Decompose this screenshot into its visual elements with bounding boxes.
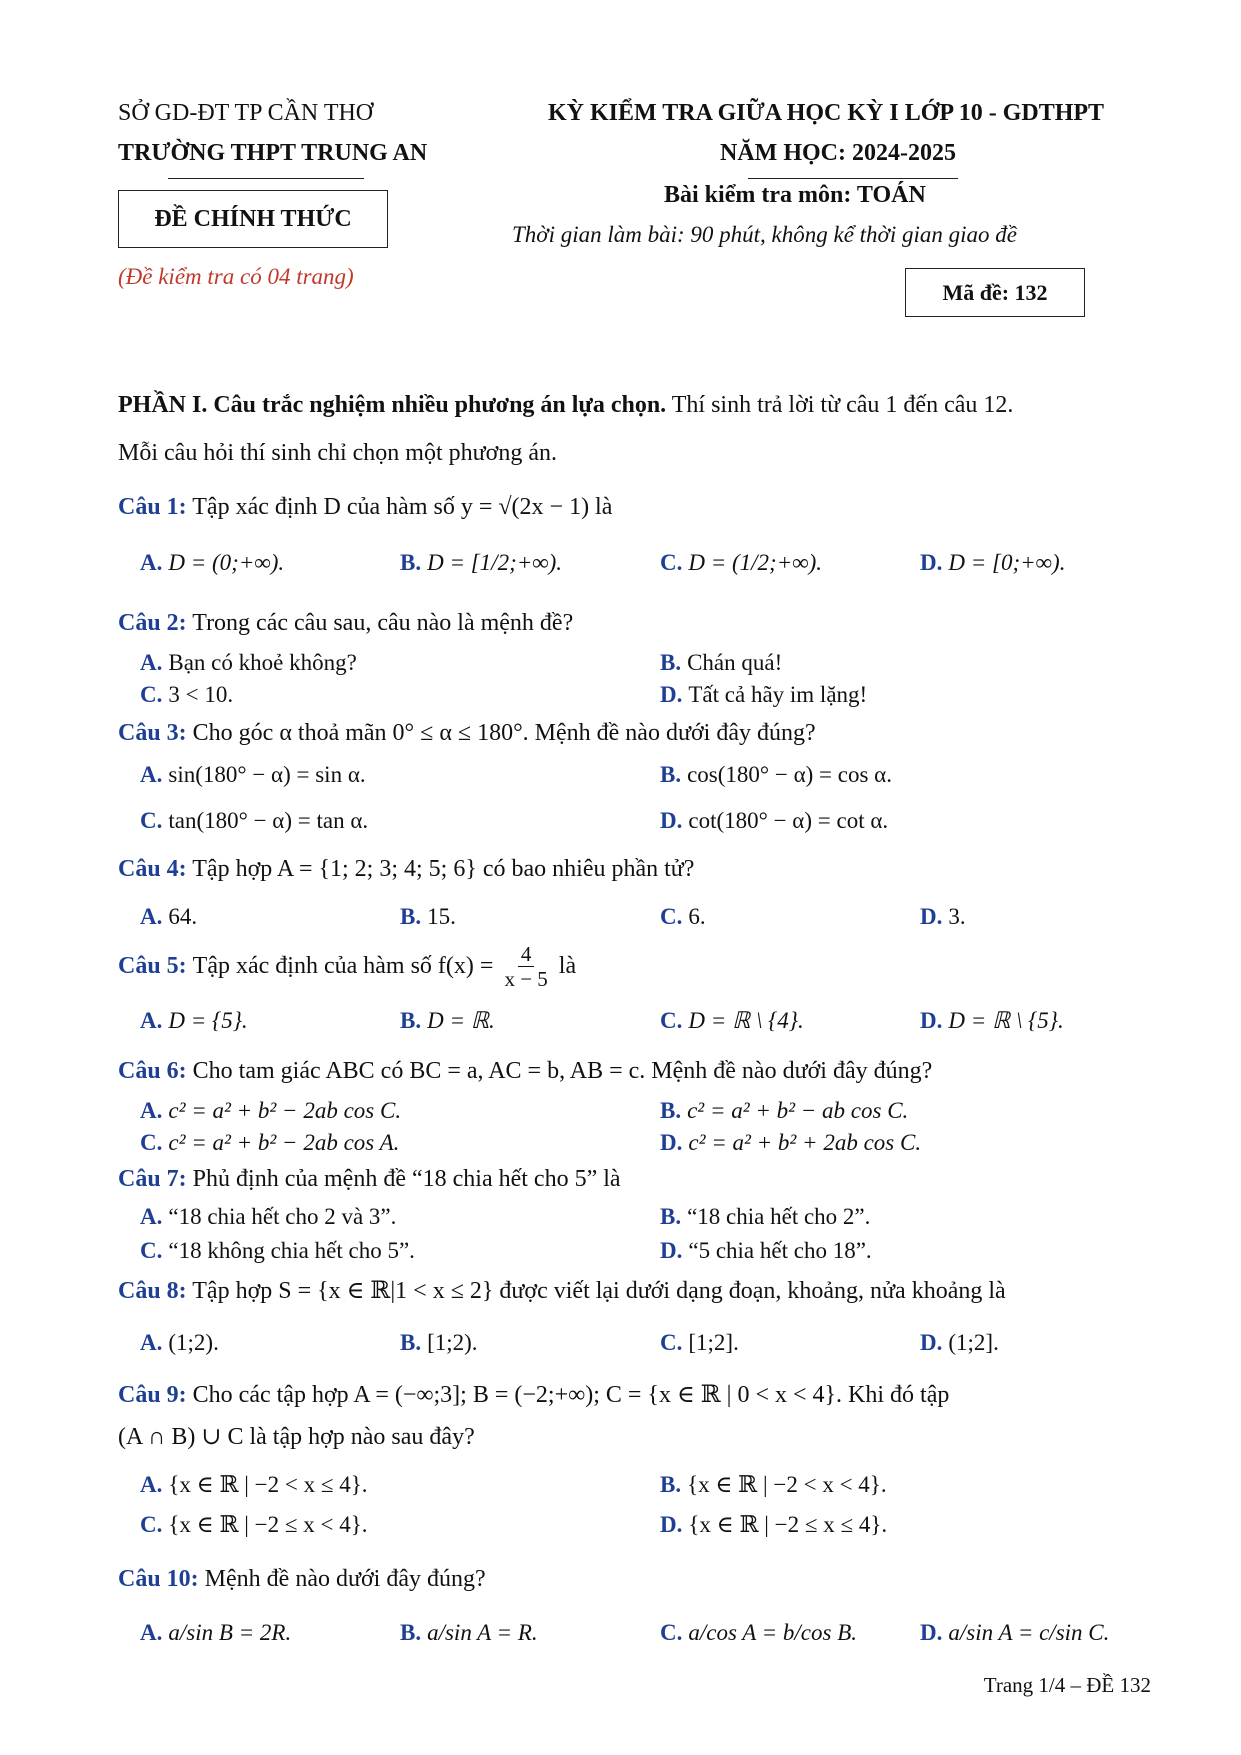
question-label: Câu 9: xyxy=(118,1382,187,1408)
option-label: A. xyxy=(140,1008,163,1033)
option-label: B. xyxy=(660,650,682,675)
option-5A[interactable] xyxy=(140,1008,248,1034)
option-label: C. xyxy=(660,904,683,929)
question-10 xyxy=(118,1566,486,1593)
pages-note: (Đề kiểm tra có 04 trang) xyxy=(118,264,354,289)
option-5B[interactable] xyxy=(400,1008,495,1034)
option-1A[interactable] xyxy=(140,550,284,576)
option-text: c² = a² + b² − 2ab cos C. xyxy=(168,1098,402,1123)
question-text: Tập xác định D của hàm số y = √(2x − 1) là xyxy=(192,494,613,520)
question-text: Mệnh đề nào dưới đây đúng? xyxy=(204,1566,486,1592)
option-1C[interactable] xyxy=(660,550,822,576)
option-text: tan(180° − α) = tan α. xyxy=(168,808,369,833)
option-label: B. xyxy=(660,1204,682,1229)
exam-code-box xyxy=(905,268,1085,317)
question-9-line2: (A ∩ B) ∪ C là tập hợp nào sau đây? xyxy=(118,1424,475,1450)
official-exam-label: ĐỀ CHÍNH THỨC xyxy=(154,205,352,232)
question-6 xyxy=(118,1058,932,1085)
question-3 xyxy=(118,720,816,747)
option-text: {x ∈ ℝ | −2 < x ≤ 4}. xyxy=(168,1472,368,1497)
question-text: Trong các câu sau, câu nào là mệnh đề? xyxy=(192,610,574,636)
option-label: A. xyxy=(140,1472,163,1497)
option-label: B. xyxy=(400,904,422,929)
school-underline xyxy=(168,178,364,179)
question-label: Câu 5: xyxy=(118,953,187,980)
option-text: {x ∈ ℝ | −2 < x < 4}. xyxy=(687,1472,887,1497)
question-4 xyxy=(118,856,694,883)
option-text: 3 < 10. xyxy=(168,682,234,707)
option-2A[interactable] xyxy=(140,650,357,676)
school-name: TRƯỜNG THPT TRUNG AN xyxy=(118,140,428,166)
option-text: cot(180° − α) = cot α. xyxy=(688,808,889,833)
option-label: A. xyxy=(140,1098,163,1123)
option-text: c² = a² + b² − ab cos C. xyxy=(687,1098,909,1123)
department-name: SỞ GD-ĐT TP CẦN THƠ xyxy=(118,100,374,126)
question-label: Câu 6: xyxy=(118,1058,187,1084)
time-line: Thời gian làm bài: 90 phút, không kể thời gian giao đề xyxy=(512,222,1017,247)
option-text: D = [0;+∞). xyxy=(948,550,1066,575)
option-text: {x ∈ ℝ | −2 ≤ x < 4}. xyxy=(168,1512,368,1537)
option-10D[interactable] xyxy=(920,1620,1109,1646)
option-text: 15. xyxy=(427,904,456,929)
option-8C[interactable] xyxy=(660,1330,739,1356)
option-text: [1;2]. xyxy=(688,1330,739,1355)
option-label: A. xyxy=(140,1204,163,1229)
option-text: (1;2]. xyxy=(948,1330,999,1355)
question-text-end: là xyxy=(558,953,577,980)
option-label: B. xyxy=(400,1330,422,1355)
option-text: c² = a² + b² − 2ab cos A. xyxy=(168,1130,400,1155)
option-7D[interactable] xyxy=(660,1238,872,1264)
question-label: Câu 8: xyxy=(118,1278,187,1304)
option-label: B. xyxy=(660,1472,682,1497)
option-text: D = ℝ \ {5}. xyxy=(948,1008,1064,1033)
option-label: D. xyxy=(660,1130,683,1155)
option-6A[interactable] xyxy=(140,1098,401,1124)
option-10C[interactable] xyxy=(660,1620,857,1646)
option-text: cos(180° − α) = cos α. xyxy=(687,762,892,787)
option-text: D = [1/2;+∞). xyxy=(427,550,563,575)
option-3D[interactable] xyxy=(660,808,888,834)
option-4A[interactable] xyxy=(140,904,197,930)
option-6D[interactable] xyxy=(660,1130,921,1156)
option-3A[interactable] xyxy=(140,762,366,788)
option-label: A. xyxy=(140,904,163,929)
option-label: A. xyxy=(140,550,163,575)
option-text: a/cos A = b/cos B. xyxy=(688,1620,858,1645)
option-5D[interactable] xyxy=(920,1008,1064,1034)
option-9B[interactable] xyxy=(660,1472,887,1498)
option-text: c² = a² + b² + 2ab cos C. xyxy=(688,1130,922,1155)
option-text: D = {5}. xyxy=(168,1008,248,1033)
question-text: Tập hợp S = {x ∈ ℝ|1 < x ≤ 2} được viết lại dưới dạng đoạn, khoảng, nửa khoảng là xyxy=(192,1278,1006,1304)
option-label: B. xyxy=(660,1098,682,1123)
question-5 xyxy=(118,942,576,991)
option-label: C. xyxy=(660,1620,683,1645)
option-8D[interactable] xyxy=(920,1330,999,1356)
option-text: D = ℝ. xyxy=(427,1008,495,1033)
option-text: D = (0;+∞). xyxy=(168,550,285,575)
question-7 xyxy=(118,1166,621,1193)
option-text: a/sin A = c/sin C. xyxy=(948,1620,1110,1645)
part1-heading xyxy=(118,392,1013,419)
option-label: C. xyxy=(140,1512,163,1537)
option-6C[interactable] xyxy=(140,1130,399,1156)
question-label: Câu 4: xyxy=(118,856,187,882)
question-label: Câu 7: xyxy=(118,1166,187,1192)
option-4C[interactable] xyxy=(660,904,706,930)
option-label: D. xyxy=(920,550,943,575)
part1-instruction: Thí sinh trả lời từ câu 1 đến câu 12. xyxy=(666,392,1014,418)
option-label: D. xyxy=(920,904,943,929)
subject-line: Bài kiểm tra môn: TOÁN xyxy=(664,182,926,208)
question-text: Cho góc α thoả mãn 0° ≤ α ≤ 180°. Mệnh đề nào dưới đây đúng? xyxy=(192,720,816,746)
option-label: B. xyxy=(660,762,682,787)
option-label: A. xyxy=(140,762,163,787)
school-year: NĂM HỌC: 2024-2025 xyxy=(720,140,956,166)
option-2C[interactable] xyxy=(140,682,233,708)
part1-line2: Mỗi câu hỏi thí sinh chỉ chọn một phương án. xyxy=(118,440,557,466)
option-text: “18 không chia hết cho 5”. xyxy=(168,1238,415,1263)
option-text: sin(180° − α) = sin α. xyxy=(168,762,366,787)
option-label: C. xyxy=(140,808,163,833)
option-label: D. xyxy=(920,1330,943,1355)
option-text: Bạn có khoẻ không? xyxy=(168,650,357,675)
option-label: C. xyxy=(660,1330,683,1355)
option-text: {x ∈ ℝ | −2 ≤ x ≤ 4}. xyxy=(688,1512,888,1537)
option-7C[interactable] xyxy=(140,1238,415,1264)
question-text: Phủ định của mệnh đề “18 chia hết cho 5” là xyxy=(192,1166,621,1192)
question-label: Câu 2: xyxy=(118,610,187,636)
question-text: Tập hợp A = {1; 2; 3; 4; 5; 6} có bao nhiêu phần tử? xyxy=(192,856,695,882)
page-footer: Trang 1/4 – ĐỀ 132 xyxy=(983,1673,1151,1697)
exam-title: KỲ KIỂM TRA GIỮA HỌC KỲ I LỚP 10 - GDTHPT xyxy=(548,100,1105,126)
option-10B[interactable] xyxy=(400,1620,538,1646)
option-label: A. xyxy=(140,1330,163,1355)
question-label: Câu 3: xyxy=(118,720,187,746)
year-underline xyxy=(748,178,958,179)
option-text: 6. xyxy=(688,904,706,929)
option-text: [1;2). xyxy=(427,1330,478,1355)
option-label: B. xyxy=(400,550,422,575)
question-2 xyxy=(118,610,573,637)
option-2B[interactable] xyxy=(660,650,782,676)
option-label: D. xyxy=(920,1620,943,1645)
option-9A[interactable] xyxy=(140,1472,368,1498)
option-label: D. xyxy=(920,1008,943,1033)
question-text: Tập xác định của hàm số f(x) = xyxy=(192,953,494,980)
option-text: D = (1/2;+∞). xyxy=(688,550,823,575)
option-text: 3. xyxy=(948,904,966,929)
option-7B[interactable] xyxy=(660,1204,870,1230)
option-label: A. xyxy=(140,1620,163,1645)
option-1D[interactable] xyxy=(920,550,1065,576)
option-8B[interactable] xyxy=(400,1330,478,1356)
option-label: C. xyxy=(140,1238,163,1263)
fraction-numerator: 4 xyxy=(518,942,535,967)
option-1B[interactable] xyxy=(400,550,562,576)
option-text: “18 chia hết cho 2”. xyxy=(687,1204,871,1229)
option-label: D. xyxy=(660,1512,683,1537)
option-9D[interactable] xyxy=(660,1512,887,1538)
option-label: D. xyxy=(660,682,683,707)
option-10A[interactable] xyxy=(140,1620,291,1646)
option-label: B. xyxy=(400,1620,422,1645)
option-label: C. xyxy=(140,1130,163,1155)
fraction xyxy=(501,942,550,991)
option-7A[interactable] xyxy=(140,1204,396,1230)
option-label: C. xyxy=(660,550,683,575)
question-1 xyxy=(118,494,612,521)
option-label: A. xyxy=(140,650,163,675)
option-text: a/sin A = R. xyxy=(427,1620,538,1645)
official-exam-box xyxy=(118,190,388,248)
option-8A[interactable] xyxy=(140,1330,219,1356)
option-label: C. xyxy=(660,1008,683,1033)
option-3C[interactable] xyxy=(140,808,368,834)
part1-title: PHẦN I. Câu trắc nghiệm nhiều phương án lựa chọn. xyxy=(118,392,667,418)
question-label: Câu 10: xyxy=(118,1566,199,1592)
option-4B[interactable] xyxy=(400,904,456,930)
option-text: Tất cả hãy im lặng! xyxy=(688,682,868,707)
option-text: (1;2). xyxy=(168,1330,219,1355)
option-label: D. xyxy=(660,808,683,833)
option-text: “18 chia hết cho 2 và 3”. xyxy=(168,1204,397,1229)
option-text: 64. xyxy=(168,904,198,929)
question-text: Cho tam giác ABC có BC = a, AC = b, AB = c. Mệnh đề nào dưới đây đúng? xyxy=(192,1058,933,1084)
option-text: a/sin B = 2R. xyxy=(168,1620,292,1645)
question-9 xyxy=(118,1380,949,1409)
option-label: B. xyxy=(400,1008,422,1033)
option-9C[interactable] xyxy=(140,1512,368,1538)
question-8 xyxy=(118,1276,1006,1305)
option-2D[interactable] xyxy=(660,682,867,708)
option-text: Chán quá! xyxy=(687,650,783,675)
option-3B[interactable] xyxy=(660,762,892,788)
option-text: “5 chia hết cho 18”. xyxy=(688,1238,872,1263)
option-text: D = ℝ \ {4}. xyxy=(688,1008,804,1033)
option-5C[interactable] xyxy=(660,1008,804,1034)
exam-code: Mã đề: 132 xyxy=(942,279,1048,305)
question-text: Cho các tập hợp A = (−∞;3]; B = (−2;+∞); C = {x ∈ ℝ | 0 < x < 4}. Khi đó tập xyxy=(192,1382,950,1408)
option-6B[interactable] xyxy=(660,1098,908,1124)
question-label: Câu 1: xyxy=(118,494,187,520)
option-label: C. xyxy=(140,682,163,707)
option-label: D. xyxy=(660,1238,683,1263)
fraction-denominator: x − 5 xyxy=(504,967,548,992)
option-4D[interactable] xyxy=(920,904,966,930)
